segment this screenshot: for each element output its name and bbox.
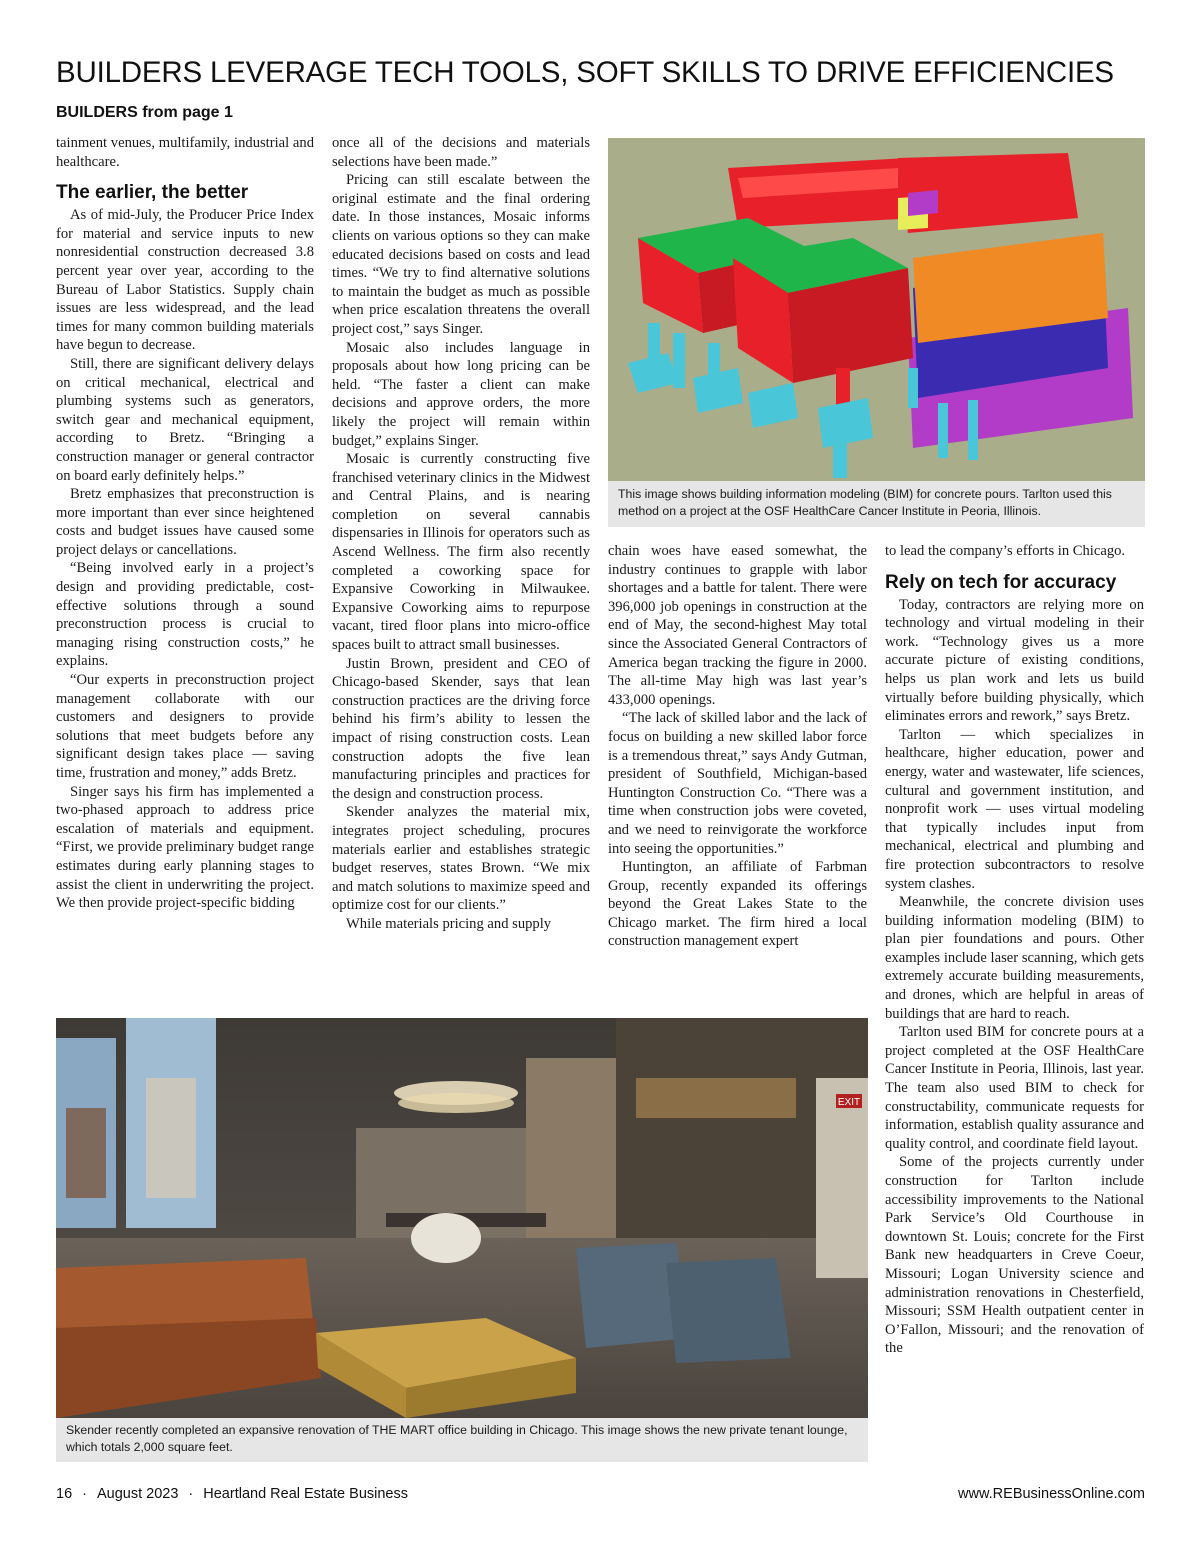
separator: ·	[82, 1486, 87, 1502]
paragraph: Meanwhile, the concrete division uses building information modeling (BIM) to plan pier foundations and pours. Other examples include laser scanning, which gets extremely accurate building measurements, and drones, which are helpful in areas of buildings that are hard to reach.	[885, 894, 1144, 1022]
article-column-4	[885, 542, 1144, 1460]
paragraph: once all of the decisions and materials selections have been made.”	[332, 135, 590, 170]
paragraph: chain woes have eased somewhat, the industry continues to grapple with labor shortages and a battle for talent. There were 396,000 job openings in construction at the end of May, the second-highest May total since the Associated General Contractors of America began tracking the figure in 2000. The all-time May high was last year’s 433,000 openings.	[608, 543, 867, 708]
publication-name: Heartland Real Estate Business	[203, 1486, 408, 1502]
headline: BUILDERS LEVERAGE TECH TOOLS, SOFT SKILLS TO DRIVE EFFICIENCIES	[56, 56, 1114, 89]
exit-sign: EXIT	[837, 1097, 861, 1108]
page-number: 16	[56, 1486, 73, 1502]
paragraph: Mosaic is currently constructing five franchised veterinary clinics in the Midwest and Central Plains, and is nearing completion on several cannabis dispensaries in Illinois for operators such as Ascend Wellness. The firm also recently completed a coworking space for Expansive Coworking in Milwaukee. Expansive Coworking aims to repurpose vacant, tired floor plans into micro-office spaces built to attract small businesses.	[332, 451, 590, 654]
paragraph: Tarlton — which specializes in healthcare, higher education, power and energy, water and wastewater, life sciences, cultural and government institution, and nonprofit work — uses virtual modeling that typically includes input from mechanical, electrical and plumbing and fire protection subcontractors to resolve system clashes.	[885, 726, 1144, 892]
article-column-3	[608, 542, 867, 1006]
paragraph: “The lack of skilled labor and the lack of focus on building a new skilled labor force is a tremendous threat,” says Andy Gutman, president of Southfield, Michigan-based Huntington Construction Co. “There was a time when construction jobs were coveted, and we need to reinvigorate the workforce into seeing the opportunities.”	[608, 710, 867, 857]
paragraph: Tarlton used BIM for concrete pours at a project completed at the OSF HealthCare Cancer Institute in Peoria, Illinois, last year. The team also used BIM to check for constructability, communicate requests for information, establish quality assurance and quality control, and coordinate field layout.	[885, 1024, 1144, 1152]
website-url: www.REBusinessOnline.com	[958, 1486, 1145, 1502]
separator: ·	[188, 1486, 194, 1502]
paragraph: As of mid-July, the Producer Price Index for material and service inputs to new nonresidential construction decreased 3.8 percent year over year, according to the Bureau of Labor Statistics. Supply chain issues are less widespread, and the lead times for many common building materials have begun to decrease.	[56, 207, 314, 354]
subheading: The earlier, the better	[56, 182, 249, 204]
paragraph: “Our experts in preconstruction project management collaborate with our customers and designers to provide solutions that meet budgets before any significant design takes place — saving time, frustration and money,” adds Bretz.	[56, 672, 314, 781]
tenant-lounge-photo	[56, 1018, 868, 1418]
paragraph: Pricing can still escalate between the original estimate and the final ordering date. In those instances, Mosaic informs clients on various options so they can make educated decisions based on costs and lead times. “We try to find alternative solutions to maintain the budget as much as possible when price escalation threatens the overall project cost,” says Singer.	[332, 172, 590, 337]
paragraph: While materials pricing and supply	[346, 915, 552, 932]
bim-caption: This image shows building information modeling (BIM) for concrete pours. Tarlton used this method on a project at the OSF HealthCare Cancer Institute in Peoria, Illinois.	[608, 481, 1145, 527]
paragraph: tainment venues, multifamily, industrial and healthcare.	[56, 135, 314, 170]
issue-date: August 2023	[96, 1486, 179, 1502]
paragraph: Huntington, an affiliate of Farbman Group, recently expanded its offerings beyond the Great Lakes State to the Chicago market. The firm hired a local construction management expert	[608, 859, 867, 950]
paragraph: “Being involved early in a project’s design and providing predictable, cost-effective solutions through a sound preconstruction process is crucial to managing rising construction costs,” he explains.	[56, 560, 314, 670]
article-column-2	[332, 134, 590, 1006]
bim-model-image	[608, 138, 1145, 481]
paragraph: Mosaic also includes language in proposals about how long pricing can be held. “The faster a client can make decisions and approve orders, the more likely the project will remain within budget,” explains Singer.	[332, 339, 590, 449]
paragraph: Justin Brown, president and CEO of Chicago-based Skender, says that lean construction practices are the driving force behind his firm’s ability to lessen the impact of rising construction costs. Lean construction adopts the five lean manufacturing principles and practices for the design and construction process.	[332, 655, 590, 802]
paragraph: Still, there are significant delivery delays on critical mechanical, electrical and plumbing systems such as generators, switch gear and mechanical equipment, according to Bretz. “Bringing a construction manager or general contractor on board early definitely helps.”	[56, 355, 314, 484]
paragraph: Singer says his firm has implemented a two-phased approach to address price escalation of materials and equipment. “First, we provide preliminary budget range estimates during early planning stages to assist the client in underwriting the project. We then provide project-specific bidding	[56, 783, 314, 912]
paragraph: to lead the company’s efforts in Chicago.	[885, 543, 1126, 559]
lounge-caption: Skender recently completed an expansive renovation of THE MART office building in Chicago. This image shows the new private tenant lounge, which totals 2,000 square feet.	[56, 1418, 868, 1462]
paragraph: Bretz emphasizes that preconstruction is more important than ever since heightened costs and budget issues have caused some project delays or cancellations.	[56, 486, 314, 558]
paragraph: Today, contractors are relying more on technology and virtual modeling in their work. “Technology gives us a more accurate picture of existing conditions, helps us plan work and lets us build virtually before building physically, which eliminates errors and rework,” says Bretz.	[885, 596, 1144, 725]
paragraph: Some of the projects currently under construction for Tarlton include accessibility improvements to the National Park Service’s Old Courthouse in downtown St. Louis; concrete for the First Bank new headquarters in Creve Coeur, Missouri; Logan University science and administration renovations in Chesterfield, Missouri; SSM Health outpatient center in O’Fallon, Missouri; and the renovation of the	[885, 1154, 1144, 1357]
paragraph: Skender analyzes the material mix, integrates project scheduling, procures materials earlier and establishes strategic budget reserves, states Brown. “We mix and match solutions to maximize speed and optimize cost for our clients.”	[332, 804, 590, 914]
jump-label: BUILDERS from page 1	[56, 104, 233, 121]
subheading: Rely on tech for accuracy	[885, 571, 1117, 593]
footer-left	[56, 1486, 408, 1502]
article-column-1	[56, 134, 314, 1006]
